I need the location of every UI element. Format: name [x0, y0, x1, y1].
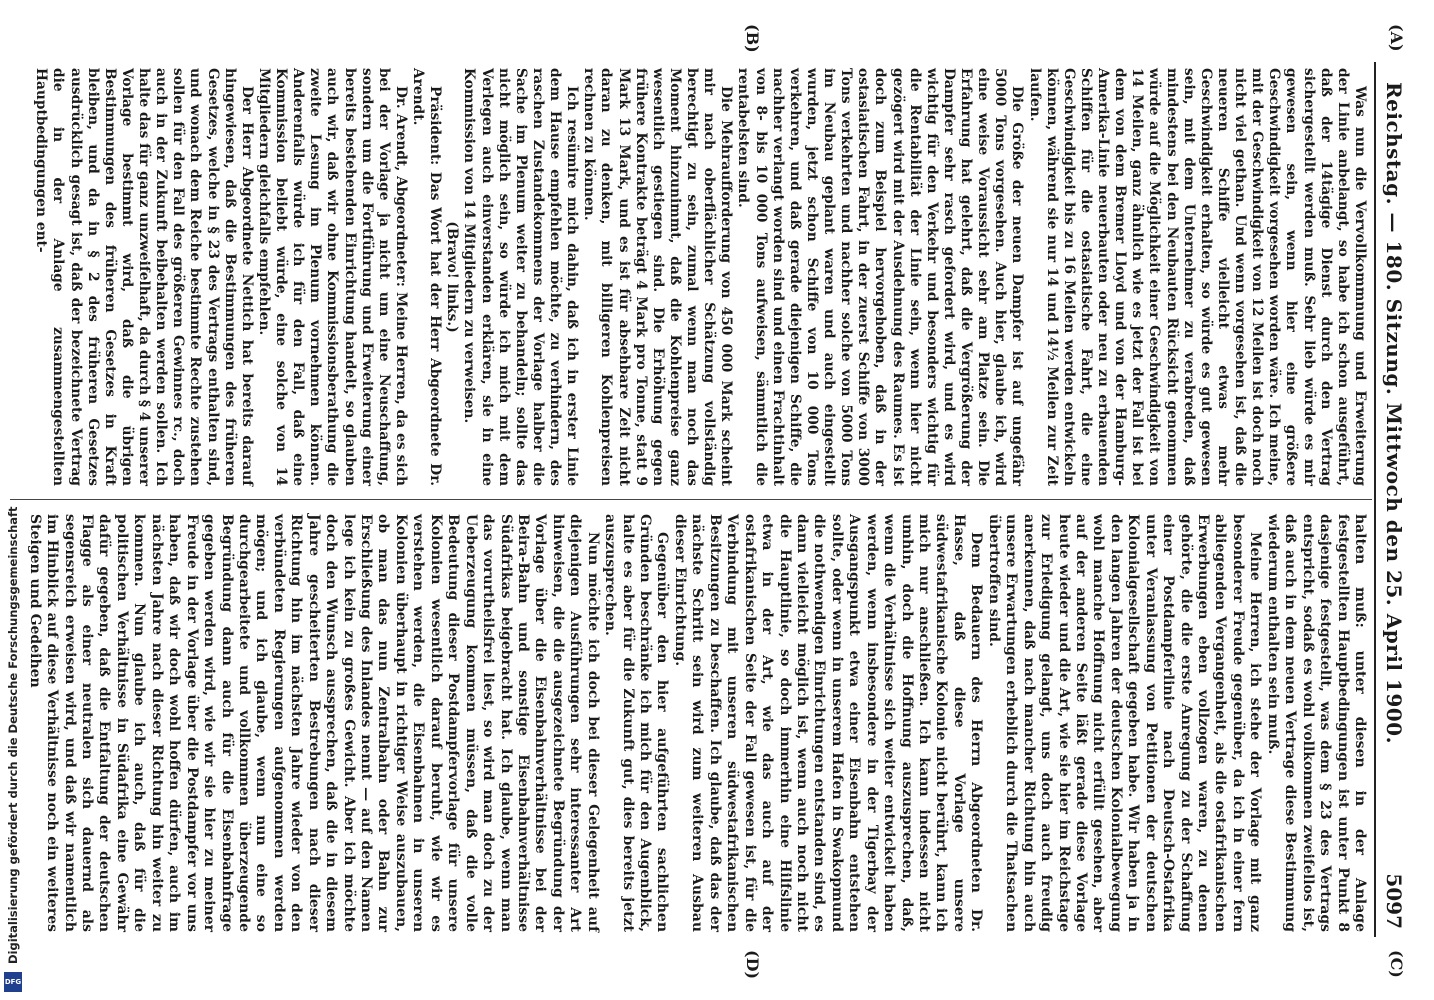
column-divider — [10, 499, 1372, 500]
paragraph: Dr. Arendt, Abgeordneter: Meine Herren, da es sich bei der Vorlage ja nicht um eine Neuschaffung, sondern um die Fortführung und Erweiterung einer bereits bestehenden Einrichtung handelt, so glauben auch wir, daß wir ohne Kommissionsberathung die zweite Lesung im Plenum vornehmen können. Anderenfalls würde ich für den Fall, daß eine Kommission beliebt würde, eine solche von 14 Mitgliedern gleichfalls empfehlen. — [256, 68, 409, 486]
paragraph: Der Herr Abgeordnete Nettich hat bereits darauf hingewiesen, daß die Bestimmungen des früheren Gesetzes, welche in § 23 des Vertrags enthalten sind, und wonach dem Reiche bestimmte Rechte zustehen sollen für den Fall des größeren Gewinnes rc., doch auch in der Zukunft beibehalten werden sollen. Ich halte das für ganz unzweifelhaft, da durch § 4 unserer Vorlage bestimmt wird, daß die übrigen Bestimmungen des früheren Gesetzes in Kraft bleiben, und da in § 2 des früheren Gesetzes ausdrücklich gesagt ist, daß der bezeichnete Vertrag die in der Anlage zusammengestellten Hauptbedingungen ent- — [33, 68, 255, 486]
paragraph: Präsident: Das Wort hat der Herr Abgeordnete Dr. Arendt. — [410, 68, 444, 486]
paragraph: Nun möchte ich doch bei dieser Gelegenheit auf diejenigen Ausführungen sehr interessanter Art hinweisen, die die ausgezeichnete Begründung der Vorlage über die Eisenbahnverhältnisse bei der Beira-Bahn und sonstige Eisenbahnverhältnisse Südafrikas beigebracht hat. Ich glaube, wenn man das vorurtheilsfrei liest, so wird man doch zu der Ueberzeugung kommen müssen, daß die volle Bedeutung dieser Postdampfervorlage für unsere Kolonien wesentlich darauf beruht, wie wir es verstehen werden, die Eisenbahnen in unseren Kolonien überhaupt in richtiger Weise auszubauen, ob man das nun Zentralbahn oder Bahn zur Erschließung des Inlandes nennt — auf den Namen lege ich kein zu großes Gewicht. Aber ich möchte doch den Wunsch aussprechen, daß die in diesem Jahre gescheiterten Bestrebungen nach dieser Richtung hin im nächsten Jahre wieder von den verbündeten Regierungen aufgenommen werden mögen; und ich glaube, wenn nun eine so durchgearbeitete und vollkommen überzeugende Begründung dann auch für die Eisenbahnfrage gegeben werden wird, wie wir sie hier zu meiner Freude in der Vorlage über die Postdampfer vor uns haben, daß wir doch wohl hoffen dürfen, auch im nächsten Jahre nach dieser Richtung hin weiter zu kommen. Nun glaube ich auch, daß für die politischen Verhältnisse in Südafrika eine Gewähr dafür gegeben, daß die Entfaltung der deutschen Flagge als einer neutralen sich dauernd als segensreich erweisen wird, und daß wir namentlich im Hinblick auf diese Verhältnisse noch ein weiteres Steigen und Gedeihen — [26, 514, 601, 932]
dfg-logo: DFG — [4, 972, 22, 992]
page-header — [1378, 62, 1412, 937]
running-head: Reichstag. — 180. Sitzung. Mittwoch den 25. April 1900. — [1382, 82, 1406, 745]
page-number: 5097 — [1382, 873, 1406, 929]
credit-text: Digitalisierung gefördert durch die Deutsche Forschungsgemeinschaft — [6, 506, 20, 964]
paragraph: Die Größe der neuen Dampfer ist auf ungefähr 5000 Tons vorgesehen. Auch hier, glaube ich, wird eine weise Voraussicht sehr am Platze sein. Die Erfahrung hat gelehrt, daß die Vergrößerung der Dampfer sehr rasch gefordert wird, und es wird wichtig für den Verkehr und besonders wichtig für die Rentabilität der Linie sein, wenn hier nicht gezögert wird mit der Ausdehnung des Raumes. Es ist doch zum Beispiel hervorgehoben, daß in der ostasiatischen Fahrt, in der zuerst Schiffe von 3000 Tons verkehrten und nachher solche von 5000 Tons im Neubau geplant waren und auch eingestellt wurden, jetzt schon Schiffe von 10 000 Tons verkehren, und daß gerade diejenigen Schiffe, die nachher verlangt worden sind und einen Frachtinhalt von 8- bis 10 000 Tons aufweisen, sämmtlich die rentabelsten sind. — [735, 68, 1026, 486]
paragraph: halten muß: unter diesen in der Anlage festgestellten Hauptbedingungen ist unter Punkt 8 dasjenige festgestellt, was dem § 23 des Vertrags entspricht, sodaß es wohl vollkommen zweifellos ist, daß auch in dem neuen Vertrage diese Bestimmung wiederum enthalten sein muß. — [1264, 514, 1368, 932]
margin-marker-b: (B) — [743, 24, 762, 53]
right-column — [25, 514, 1368, 932]
paragraph: Die Mehraufforderung von 450 000 Mark scheint mir nach oberflächlicher Schätzung vollständig berechtigt zu sein, zumal wenn man noch das Moment hinzunimmt, daß die Kohlenpreise ganz wesentlich gestiegen sind. Die Erhöhung gegen frühere Kontrakte beträgt 4 Mark pro Tonne, statt 9 Mark 13 Mark, und es ist für absehbare Zeit nicht daran zu denken, mit billigeren Kohlenpreisen rechnen zu können. — [581, 68, 735, 486]
digitization-credit — [4, 8, 22, 992]
paragraph: Gegenüber den hier aufgeführten sachlichen Gründen beschränke ich mich für den Augenblick, halte es aber für die Zukunft gut, dies bereits jetzt auszusprechen. — [602, 514, 671, 932]
margin-marker-a: (A) — [1387, 24, 1406, 52]
margin-marker-c: (C) — [1387, 950, 1406, 978]
paragraph: Was nun die Vervollkommnung und Erweiterung der Linie anbelangt, so habe ich schon ausgeführt, daß der 14tägige Dienst durch den Vertrag sichergestellt werden muß. Sehr lieb würde es mir gewesen sein, wenn hier eine größere Geschwindigkeit vorgesehen worden wäre. Ich meine, mit der Geschwindigkeit von 12 Meilen ist doch noch nicht viel gethan. Und wenn vorgesehen ist, daß die neueren Schiffe vielleicht etwas mehr Geschwindigkeit erhalten, so würde es gut gewesen sein, mit dem Unternehmer zu verabreden, daß mindestens bei den Neubauten Rücksicht genommen würde auf die Möglichkeit einer Geschwindigkeit von 14 Meilen, ganz ähnlich wie es jetzt der Fall ist bei dem von dem Bremer Lloyd und von der Hamburg-Amerika-Linie neuerbauten oder neu zu erbauenden Schiffen für die ostasiatische Fahrt, die eine Geschwindigkeit bis zu 16 Meilen werden entwickeln können, während sie nur 14 und 14½ Meilen zur Zeit laufen. — [1026, 68, 1368, 486]
left-column — [32, 68, 1368, 486]
paragraph: Dem Bedauern des Herrn Abgeordneten Dr. Hasse, daß diese Vorlage unsere südwestafrikanische Kolonie nicht berührt, kann ich mich nur anschließen. Ich kann indessen nicht umhin, doch die Hoffnung auszusprechen, daß, wenn die Verhältnisse sich weiter entwickelt haben werden, wenn insbesondere in der Tigerbay der Ausgangspunkt etwa einer Eisenbahn entstehen sollte, oder wenn in unserem Hafen in Swakopmund die nothwendigen Einrichtungen entstanden sind, es dann vielleicht möglich ist, wenn auch noch nicht die Hauptlinie, so doch immerhin eine Hilfslinie etwa in der Art, wie das auch auf der ostafrikanischen Seite der Fall gewesen ist, für die Verbindung mit unseren südwestafrikanischen Besitzungen zu beschaffen. Ich glaube, daß das der nächste Schritt sein wird zum weiteren Ausbau dieser Einrichtung. — [671, 514, 985, 932]
paragraph: Ich resümire mich dahin, daß ich in erster Linie dem Hause empfehlen möchte, zu verhindern, des raschen Zustandekommens der Vorlage halber die Sache im Plenum weiter zu behandeln; sollte das nicht möglich sein, so würde ich mich mit dem Verlegen auch einverstanden erklären, sie in eine Kommission von 14 Mitgliedern zu verweisen. — [461, 68, 581, 486]
paragraph: Meine Herren, ich stehe der Vorlage mit ganz besonderer Freude gegenüber, da ich in einer fern abliegenden Vergangenheit, als die ostafrikanischen Erwerbungen eben vollzogen waren, zu denen gehörte, die die erste Anregung zu der Schaffung einer Postdampferlinie nach Deutsch-Ostafrika unter Veranlassung von Petitionen der deutschen Kolonialgesellschaft gegeben habe. Wir haben ja in den langen Jahren der deutschen Kolonialbewegung wohl manche Hoffnung nicht erfüllt gesehen, aber auf der anderen Seite läßt gerade diese Vorlage heute wieder und die Art, wie sie hier im Reichstage zur Erledigung gelangt, uns doch auch freudig anerkennen, daß nach mancher Richtung hin auch unsere Erwartungen erheblich durch die Thatsachen übertroffen sind. — [985, 514, 1264, 932]
header-rule — [1374, 62, 1376, 937]
margin-marker-d: (D) — [743, 950, 762, 980]
applause-note: (Bravo! links.) — [444, 221, 461, 333]
